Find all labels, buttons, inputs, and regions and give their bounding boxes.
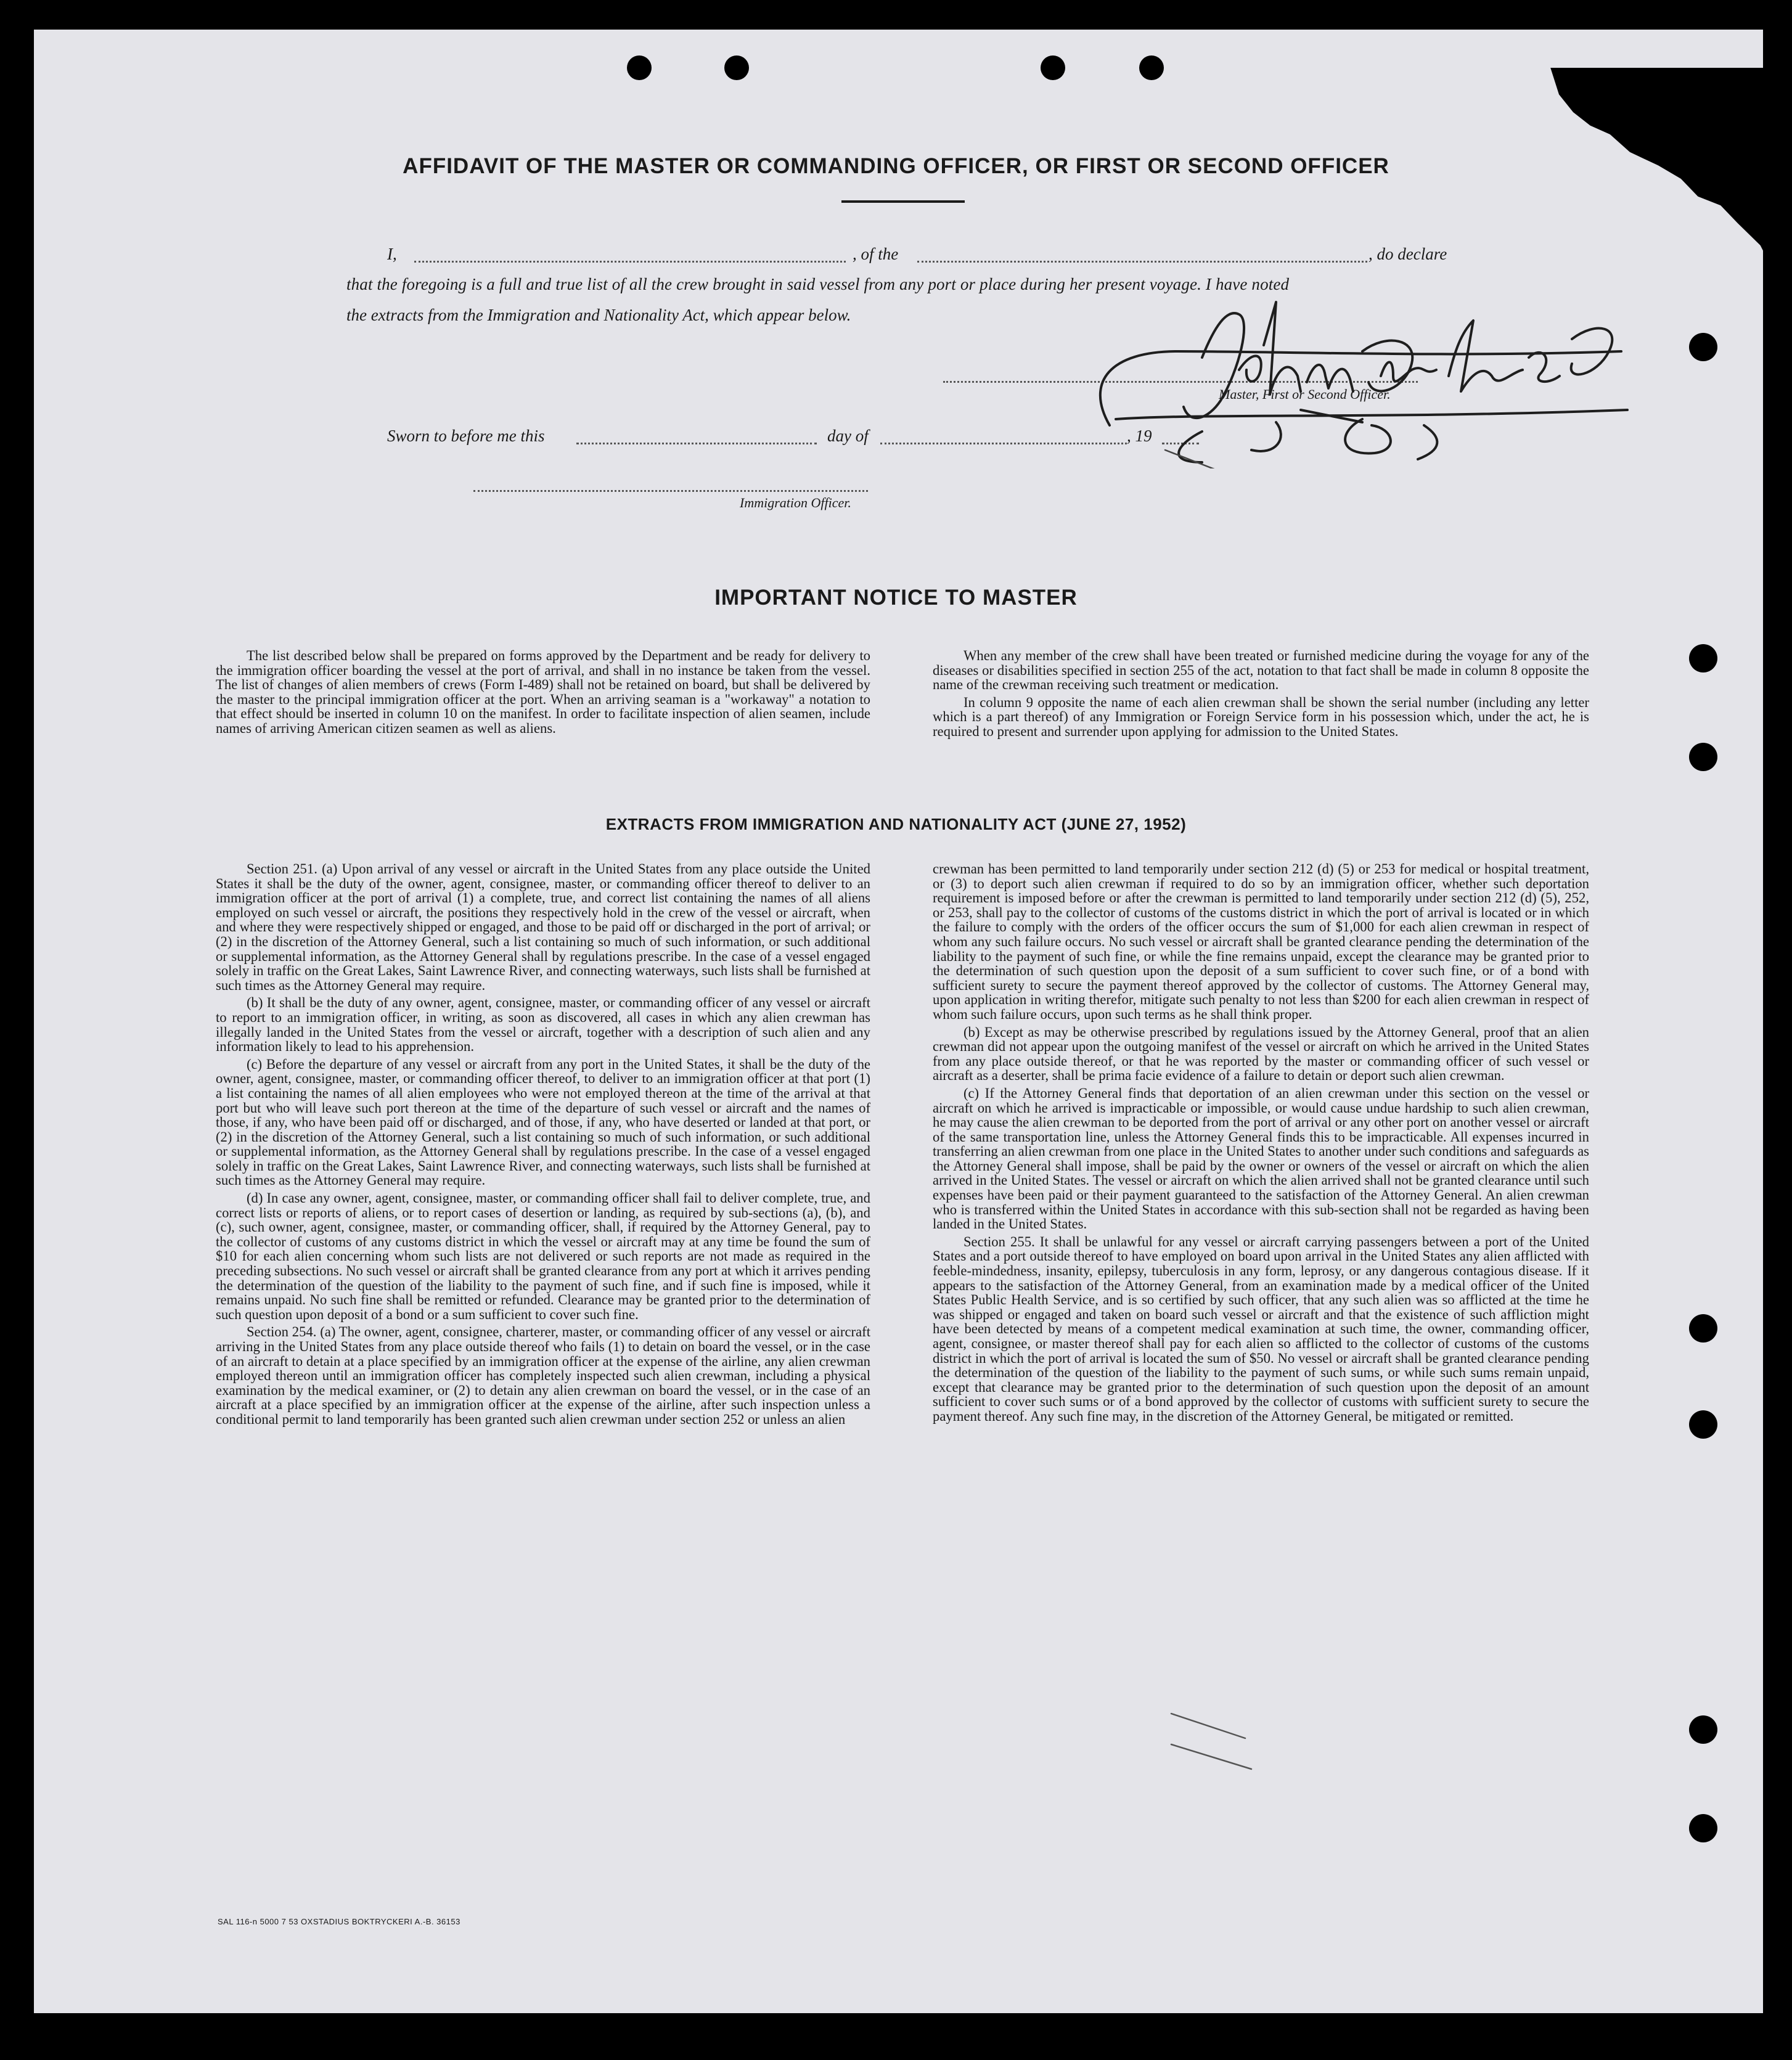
punch-hole xyxy=(1689,1715,1717,1744)
declarant-name-line xyxy=(414,261,846,263)
vessel-name-line xyxy=(917,261,1367,263)
affidavit-title: AFFIDAVIT OF THE MASTER OR COMMANDING OFFICER, OR FIRST OR SECOND OFFICER xyxy=(403,154,1389,178)
punch-hole xyxy=(1689,1314,1717,1343)
notice-left-column xyxy=(216,648,870,739)
title-rule xyxy=(841,200,965,203)
form-number: SAL 116-n 5000 7 53 OXSTADIUS BOKTRYCKERI A.-B. 36153 xyxy=(218,1917,460,1926)
extracts-right-column xyxy=(933,862,1589,1427)
handwritten-signature xyxy=(1017,284,1646,468)
declarant-prefix: I, xyxy=(387,245,397,263)
affidavit-statement-cont: the extracts from the Immigration and Nationality Act, which appear below. xyxy=(346,306,851,324)
vessel-prefix: , of the xyxy=(853,245,899,263)
section-251-b: (b) It shall be the duty of any owner, agent, consignee, master, or commanding officer of any vessel or aircraft to report to an immigration officer, in writing, as soon as discovered, all cases in which any alien crewman has illegally landed in the United States from the vessel or aircraft, together with a description of such alien and any information likely to lead to his apprehension. xyxy=(216,995,870,1055)
punch-hole xyxy=(1689,333,1717,361)
punch-hole xyxy=(1139,55,1164,80)
section-254-a-cont: crewman has been permitted to land temporarily under section 212 (d) (5) or 253 for medical or hospital treatment, or (3) to deport such alien crewman if required to do so by an immigration officer, whether such deportation requirement is imposed before or after the crewman is permitted to land temporarily under section 212 (d) (5), 252, or 253, shall pay to the collector of customs of the customs district in which the port of arrival is located or in which the failure to comply with the orders of the officer occurs the sum of $1,000 for each alien crewman in respect of whom any such failure occurs. No such vessel or aircraft shall be granted clearance pending the determination of the liability to the payment of such fine, or while the fine remains unpaid, except the clearance may be granted prior to the determination of such question upon the deposit of a sum sufficient to cover such fine, or of a bond with sufficient surety to secure the payment thereof approved by the collector of customs. The Attorney General may, upon application in writing therefor, mitigate such penalty to not less than $200 for each alien crewman in respect of whom such failure occurs, upon such terms as he shall think proper. xyxy=(933,861,1589,1022)
section-254-c: (c) If the Attorney General finds that deportation of an alien crewman under this section on the vessel or aircraft on which he arrived is impracticable or impossible, or would cause undue hardship to such alien crewman, he may cause the alien crewman to be deported from the port of arrival or any other port on another vessel or aircraft of the same transportation line, unless the Attorney General finds this to be impracticable. All expenses incurred in transferring an alien crewman from one place in the United States to another under such conditions and safeguards as the Attorney General shall impose, shall be paid by the owner or owners of the vessel or aircraft on which the alien arrived in the United States. The vessel or aircraft on which the alien arrived shall not be granted clearance until such expenses have been paid or their payment guaranteed to the satisfaction of the Attorney General. An alien crewman who is transferred within the United States in accordance with this sub-section shall not be regarded as having been landed in the United States. xyxy=(933,1085,1589,1232)
section-254-a: Section 254. (a) The owner, agent, consignee, charterer, master, or commanding officer of any vessel or aircraft arriving in the United States from any place outside thereof who fails (1) to detain on board the vessel, or in the case of an aircraft to detain at a place specified by an immigration officer at the expense of the airline, any alien crewman employed thereon until an immigration officer has completely inspected such alien crewman, including a physical examination by the medical examiner, or (2) to detain any alien crewman on board the vessel, or in the case of an aircraft at a place specified by an immigration officer at the expense of the airline, after such inspection unless a conditional permit to land temporarily has been granted such alien crewman under section 252 or unless an alien xyxy=(216,1324,870,1427)
punch-hole xyxy=(724,55,749,80)
notice-title: IMPORTANT NOTICE TO MASTER xyxy=(714,586,1078,610)
punch-hole xyxy=(1689,743,1717,771)
punch-hole xyxy=(1041,55,1065,80)
punch-hole xyxy=(627,55,652,80)
punch-hole xyxy=(1689,1814,1717,1842)
section-251-a: Section 251. (a) Upon arrival of any vessel or aircraft in the United States from any place outside the United States it shall be the duty of the owner, agent, consignee, master, or commanding officer thereof to deliver to an immigration officer at the port of arrival (1) a complete, true, and correct list containing the names of all aliens employed on such vessel or aircraft, the positions they respectively hold in the crew of the vessel or aircraft, when and where they were respectively shipped or engaged, and those to be paid off or discharged in the port of arrival; or (2) in the discretion of the Attorney General, such a list containing so much of such information, or such additional or supplemental information, as the Attorney General shall by regulations prescribe. In the case of a vessel engaged solely in traffic on the Great Lakes, Saint Lawrence River, and connecting waterways, such lists shall be furnished at such times as the Attorney General may require. xyxy=(216,861,870,993)
master-label: Master, First or Second Officer. xyxy=(1219,386,1391,402)
notice-paragraph: In column 9 opposite the name of each alien crewman shall be shown the serial number (including any letter which is a part thereof) of any Immigration or Foreign Service form in his possession which, under the act, he is required to present and surrender upon applying for admission to the United States. xyxy=(933,694,1589,739)
extracts-title: EXTRACTS FROM IMMIGRATION AND NATIONALITY ACT (JUNE 27, 1952) xyxy=(605,815,1187,833)
section-254-b: (b) Except as may be otherwise prescribed by regulations issued by the Attorney General, proof that an alien crewman did not appear upon the outgoing manifest of the vessel or aircraft on which he arrived in the United States from any place outside thereof, or that he was reported by the master or commanding officer of such vessel or aircraft as a deserter, shall be prima facie evidence of a failure to detain or deport such alien crewman. xyxy=(933,1024,1589,1084)
punch-hole xyxy=(1689,644,1717,672)
section-255: Section 255. It shall be unlawful for any vessel or aircraft carrying passengers between a port of the United States and a port outside thereof to have employed on board upon arrival in the United States any alien afflicted with feeble-mindedness, insanity, epilepsy, tuberculosis in any form, leprosy, or any dangerous contagious disease. If it appears to the satisfaction of the Attorney General, from an examination made by a medical officer of the United States Public Health Service, and is so certified by such officer, that any such alien was so afflicted at the time he was shipped or engaged and taken on board such vessel or aircraft and that the existence of such affliction might have been detected by means of a competent medical examination at such time, the owner, commanding officer, agent, consignee, or master thereof shall pay for each alien so afflicted to the collector of customs of the customs district in which the port of arrival is located the sum of $50. No vessel or aircraft shall be granted clearance pending the determination of the question of the liability to the payment of such sums, or while such sums remain unpaid, except that clearance may be granted prior to the determination of such question upon the deposit of an amount sufficient to cover such sums or of a bond approved by the collector of customs with sufficient surety to secure the payment thereof. Any such fine may, in the discretion of the Attorney General, be mitigated or remitted. xyxy=(933,1233,1589,1424)
punch-hole xyxy=(1689,1410,1717,1439)
section-251-d: (d) In case any owner, agent, consignee, master, or commanding officer shall fail to deliver complete, true, and correct lists or reports of aliens, or to report cases of desertion or landing, as required by sub-sections (a), (b), and (c), such owner, agent, consignee, master, or commanding officer, shall, if required by the Attorney General, pay to the collector of customs of any customs district in which the vessel or aircraft may at any time be found the sum of $10 for each alien concerning whom such lists are not delivered or such reports are not made as required in the preceding subsections. No such vessel or aircraft shall be granted clearance from any port at which it arrives pending the determination of the question of the liability to the payment of such fine, and if such fine is imposed, while it remains unpaid. No such fine shall be remitted or refunded. Clearance may be granted prior to the determination of such question upon deposit of a bond or a sum sufficient to cover such fine. xyxy=(216,1190,870,1322)
officer-signature-line xyxy=(473,490,868,492)
extracts-left-column xyxy=(216,862,870,1430)
officer-label: Immigration Officer. xyxy=(740,495,851,510)
declare-suffix: , do declare xyxy=(1369,245,1447,263)
sworn-day-line xyxy=(576,443,817,444)
year-label: , 19 xyxy=(1127,427,1152,445)
affidavit-statement: that the foregoing is a full and true list of all the crew brought in said vessel from any port or place during her present voyage. I have noted xyxy=(346,275,1290,293)
sworn-label: Sworn to before me this xyxy=(387,427,545,445)
section-251-c: (c) Before the departure of any vessel or aircraft from any port in the United States, it shall be the duty of the owner, agent, consignee, master, or commanding officer thereof, to deliver to an immigration officer at that port (1) a list containing the names of all alien employees who were not employed thereon at the time of the arrival at that port but who will leave such port thereon at the time of the departure of such vessel or aircraft and the names of those, if any, who have been paid off or discharged, and of those, if any, who have deserted or landed at that port, or (2) in the discretion of the Attorney General, such a list containing so much of such information, or such additional or supplemental information, as the Attorney General shall by regulations prescribe. In the case of a vessel engaged solely in traffic on the Great Lakes, Saint Lawrence River, and connecting waterways, such lists shall be furnished at such times as the Attorney General may require. xyxy=(216,1056,870,1188)
day-label: day of xyxy=(827,427,869,445)
notice-paragraph: The list described below shall be prepared on forms approved by the Department and be ready for delivery to the immigration officer boarding the vessel at the port of arrival, and shall in no instance be taken from the vessel. The list of changes of alien members of crews (Form I-489) shall not be retained on board, but shall be delivered by the master to the principal immigration officer at the port. When an arriving seaman is a "workaway" a notation to that effect should be inserted in column 10 on the manifest. In order to facilitate inspection of alien seamen, include names of arriving American citizen seamen as well as aliens. xyxy=(216,648,870,736)
notice-paragraph: When any member of the crew shall have been treated or furnished medicine during the voyage for any of the diseases or disabilities specified in section 255 of the act, notation to that fact shall be made in column 8 opposite the name of the crewman receiving such treatment or medication. xyxy=(933,648,1589,693)
notice-right-column xyxy=(933,648,1589,742)
pencil-mark xyxy=(1165,1701,1264,1775)
